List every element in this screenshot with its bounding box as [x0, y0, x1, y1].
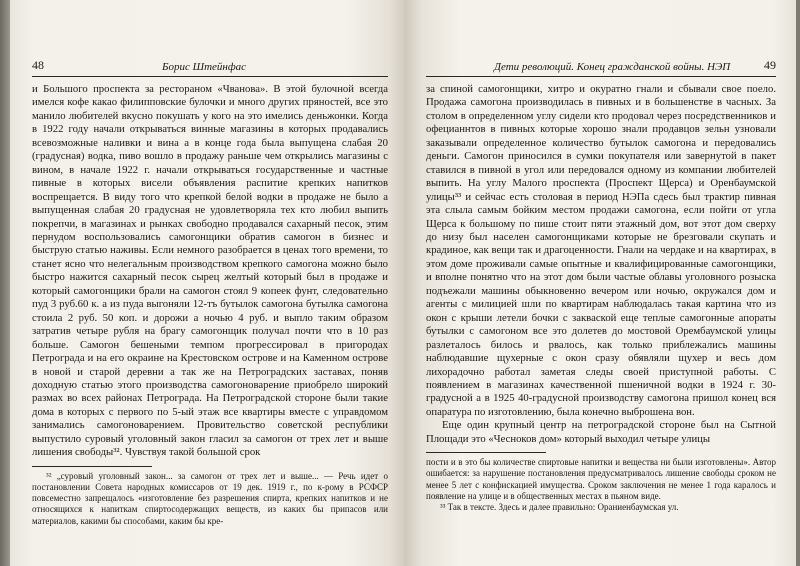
right-page-body: [426, 83, 776, 446]
left-page-header: [32, 52, 388, 77]
running-head: Дети революций. Конец гражданской войны. НЭП: [494, 61, 731, 73]
paragraph: за спиной самогонщики, хитро и окуратно гнали и сбывали свое поело. Продажа самогона производилась в пивных и в большенстве в часных. За столом в определенном углу сидели кто продовал через посредственников и офецианнтов в пивных которые хорошо знали продавцов зельн узновали заказывали определенное количество бутылок самогона и передовались деньги. Самогон приносился в сумки покупателя или завернутой в пакет ставился в пивной в угол или передовался одному из компании любителей выпить. На углу Малого проспекта (Проспект Щерса) и Оренбаумской улицы³³ и сейчас есть столовая в период НЭПа сдесь был трактир пивная эта слыла самым бойким местом продажи самогона, если пойти от угла Щерса к большому по пише стоит пяти этажный дом, вот этот дом сверху до низу был населен самогонщиками которые не брезговали скупать и крадиное, как вещи так и драгоценности. Гнали на чердаке и на квартирах, в этом доме проживали самые опытные и квалифицированные самогонщики, и вполне понятно что на этот дом были частые облавы уголовного розыска подъежали машины обыкновенно вечером или ночью, окружался дом и агенты с милицией шли по квартирам наблюдалась такая картина что из окон с крыши летели бочки с заквaской еще теплые самогонные апораты бутылки с самогоном все это долетев до мостовой Орембаумской улицы разлеталось билось и рвалось, как только приблежались машины наблюдавшие щухерные с окон сразу обявляли щухер и весь дом лихорадочно работал заметая следы своей приступной работы. С появлением в магазинах качественной пшеничной водки в 1924 г. 30-градусной а в 1925 40-градусной производству самогона пришол конец вся опаратура по изготовлению, была конечно выброшена вон.: [426, 83, 776, 418]
book-edge: [0, 0, 10, 566]
right-page: [406, 0, 796, 566]
left-page: [10, 0, 406, 566]
left-footnotes: [32, 471, 388, 527]
page-number: 48: [32, 58, 44, 72]
paragraph: и Большого проспекта за рестораном «Чванова». В этой булочной всегда имелся кофе какао филипповские булочки и много других пряностей, все это манило любителей вкусно покушать у кого на это имелись деньжонки. Когда в 1922 году начали открываться винные магазины в которых продавались всевозможные наливки и вина а в конце года была выпущена слабая 20 (градусная) водка, пиво вошло в продажу раньше чем открылись магазины с вином, в начале 1922 г. начали открываться государственные и частные пивные в которых висели объявления распитие крепких напитков воспрещается. В виду того что крепкой белой водки в продаже не было а выпущенная слабая 20 градусная не удовлетворяла тех кто любил выпить покрепчи, в магазинах и рынках свободно продавался сахарный песок, этим пернудом воспользовались самогонщики обратив самогон в бизнес и быструю статью наживы. Если немного разобрается в ценах того времени, то станет ясно что нелегальным производством крепкого самогона можно было быстро нажится сахарный песок сырец желтый который был в продаже и который самогонщики брали на самогон стоял 9 копеек фунт, следовательно пуд 3 руб.60 к. а из пуда выгоняли 12-тъ бутылок самогона бутылка самогона стоила 2 руб. 50 коп. и дорожи а ночью 4 руб. и выпло таким образом затратив четыре рубля на брагу самогонщик получал почти что в 10 раз больше. Самогон бешеными темпом прогрессировал в пригородах Петрограда и на его окраине на Крестовском острове и на Каменном острове в новой и старой деревни а так же на Петроградских заставах, поняв доходную статью этого производства самогоноварение приобрело широкий размах во всех районах Петрограда. На Петроградской стороне были такие дома в которых с первого по 5-ый этаж все квартиры вместе с управдомом занимались самогоноварением. Провительство советской республики выпустило суровый уголовный закон гласил за самогон от трех лет и выше лишения свободы³². Чувствуя такой большой срок: [32, 83, 388, 459]
running-head: Борис Штейнфас: [162, 61, 247, 73]
left-page-body: [32, 83, 388, 460]
page-number: 49: [764, 58, 776, 72]
paragraph: Еще один крупный центр на петроградской стороне был на Сытной Площади это «Чесноков дом» который выходил четыре улицы: [426, 419, 776, 445]
book-edge: [796, 0, 800, 566]
right-page-header: [426, 52, 776, 77]
footnote: ³³ Так в тексте. Здесь и далее правильно: Ораниенбаумская ул.: [440, 502, 679, 513]
footnote: ³² „суровый уголовный закон... за самогон от трех лет и выше... — Речь идет о постановлении Совета народных комиссаров от 19 дек. 1919 г., по к-рому в РСФСР повсеместно запрещалось «изготовление без разрешения спирта, крепких напитков и не относящихся к напиткам спиртосодержащих веществ, из каких бы припасов или материалов, какими бы способами, каким бы кре-: [32, 470, 388, 526]
right-footnotes: [426, 457, 776, 513]
footnote-rule: [32, 466, 152, 467]
footnote-rule: [426, 452, 546, 453]
footnote: пости и в это бы количестве спиртовые напитки и вещества ни были изготовлены». Автор ошибается: за нарушение постановления предусматривалось лишение свободы сроком не менее 5 лет с конфискацией имущества. Сроком заключения не менее 1 года каралось и появление на улице и в общественных местах в пьяном виде.: [426, 457, 776, 501]
